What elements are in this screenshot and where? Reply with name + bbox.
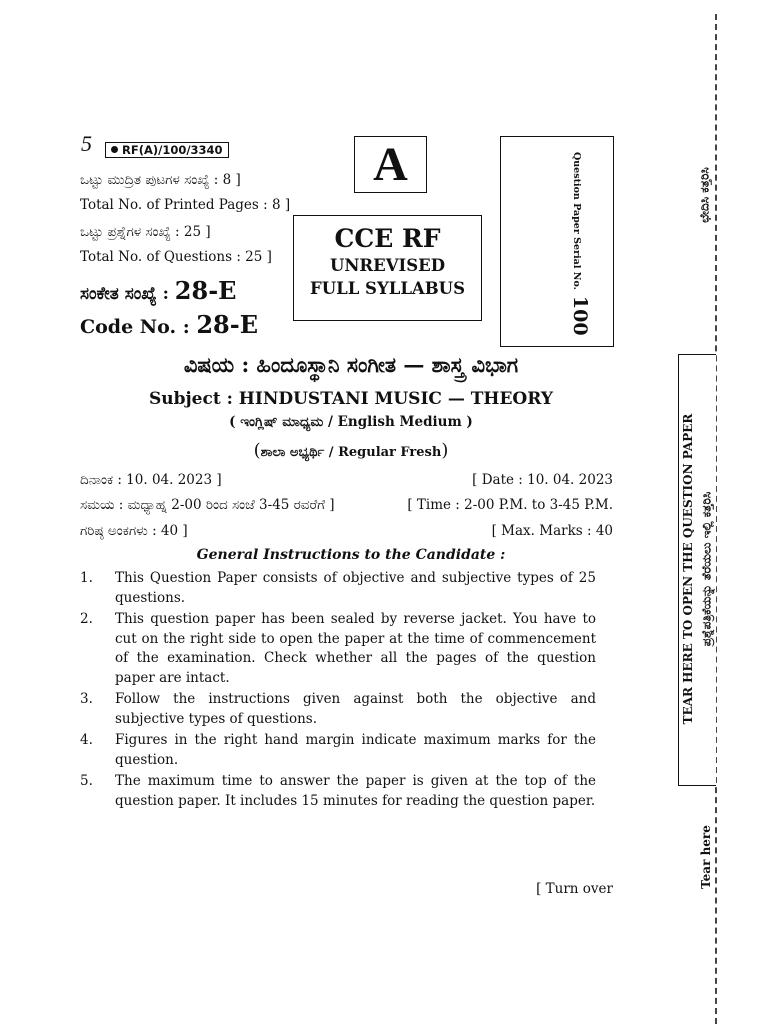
total-questions-english: Total No. of Questions : 25 ] <box>80 249 272 265</box>
code-value-english: 28-E <box>196 310 259 339</box>
instruction-number: 5. <box>80 773 93 789</box>
code-label-english: Code No. : <box>80 316 197 338</box>
bullet-icon <box>111 146 118 153</box>
total-questions-kannada: ಒಟ್ಟು ಪ್ರಶ್ನೆಗಳ ಸಂಖ್ಯೆ : 25 ] <box>80 224 211 240</box>
code-label-kannada: ಸಂಕೇತ ಸಂಖ್ಯೆ : <box>80 284 175 304</box>
date-kannada: ದಿನಾಂಕ : 10. 04. 2023 ] <box>80 472 222 488</box>
exam-type-box <box>293 215 482 321</box>
instruction-item <box>80 772 596 811</box>
instructions-list <box>80 569 596 813</box>
instruction-text: Figures in the right hand margin indicate maximum marks for the question. <box>115 732 596 768</box>
instructions-heading: General Instructions to the Candidate : <box>196 547 506 563</box>
version-box: A <box>354 136 427 193</box>
instruction-number: 2. <box>80 611 93 627</box>
instruction-text: Follow the instructions given against both the objective and subjective types of questions. <box>115 691 596 727</box>
time-english: [ Time : 2-00 P.M. to 3-45 P.M. <box>407 497 613 513</box>
tear-here-kannada: ಪ್ರಶ್ನೆಪತ್ರಿಕೆಯನ್ನು ತೆರೆಯಲು ಇಲ್ಲಿ ಕತ್ತರಿಸಿ <box>699 491 714 647</box>
page-number: 5 <box>81 131 92 156</box>
subject-english: Subject : HINDUSTANI MUSIC — THEORY <box>149 389 553 409</box>
serial-code-box <box>105 142 229 158</box>
instruction-text: This Question Paper consists of objective and subjective types of 25 questions. <box>115 570 596 606</box>
paren-close: ) <box>441 440 449 461</box>
medium-line: ( ಇಂಗ್ಲಿಷ್ ಮಾಧ್ಯಮ / English Medium ) <box>229 414 473 430</box>
code-number-english <box>80 310 258 339</box>
qps-number: 100 <box>569 295 591 336</box>
serial-code: RF(A)/100/3340 <box>122 143 223 157</box>
time-kannada: ಸಮಯ : ಮಧ್ಯಾಹ್ನ 2-00 ರಿಂದ ಸಂಜೆ 3-45 ರವರೆಗೆ ] <box>80 497 335 513</box>
instruction-item <box>80 610 596 688</box>
subject-kannada: ವಿಷಯ : ಹಿಂದೂಸ್ಥಾನಿ ಸಂಗೀತ — ಶಾಸ್ತ್ರ ವಿಭಾಗ <box>183 352 519 377</box>
question-paper-serial-box <box>500 136 614 347</box>
printed-pages-english: Total No. of Printed Pages : 8 ] <box>80 197 291 213</box>
candidate-type <box>0 440 702 461</box>
instruction-number: 3. <box>80 691 93 707</box>
tear-here-english: TEAR HERE TO OPEN THE QUESTION PAPER <box>681 413 695 725</box>
instruction-item <box>80 569 596 608</box>
instruction-number: 4. <box>80 732 93 748</box>
max-marks-kannada: ಗರಿಷ್ಠ ಅಂಕಗಳು : 40 ] <box>80 523 188 539</box>
tear-here-label: Tear here <box>699 825 713 889</box>
question-paper-serial <box>569 152 591 336</box>
exam-line-syllabus: FULL SYLLABUS <box>309 279 465 298</box>
printed-pages-kannada: ಒಟ್ಟು ಮುದ್ರಿತ ಪುಟಗಳ ಸಂಖ್ಯೆ : 8 ] <box>80 172 241 188</box>
qps-label: Question Paper Serial No. <box>571 152 582 290</box>
instruction-text: The maximum time to answer the paper is given at the top of the question paper. It includes 15 minutes for reading the question paper. <box>115 773 596 809</box>
instruction-text: This question paper has been sealed by reverse jacket. You have to cut on the right side to open the paper at the time of commencement of the examination. Check whether all the pages of the question paper are intact. <box>115 611 596 686</box>
instruction-number: 1. <box>80 570 93 586</box>
paren-open: ( <box>253 440 261 461</box>
exam-line-unrevised: UNREVISED <box>329 256 446 275</box>
date-english: [ Date : 10. 04. 2023 <box>472 472 613 488</box>
instruction-item <box>80 731 596 770</box>
max-marks-english: [ Max. Marks : 40 <box>491 523 613 539</box>
candidate-type-text: ಶಾಲಾ ಅಭ್ಯರ್ಥಿ / Regular Fresh <box>260 445 442 460</box>
code-value-kannada: 28-E <box>174 276 237 305</box>
turn-over: [ Turn over <box>536 881 613 897</box>
exam-title: CCE RF <box>334 224 441 253</box>
code-number-kannada <box>80 276 236 305</box>
cut-here-kannada: ಛೇದಿಸಿ ಕತ್ತರಿಸಿ <box>697 167 712 223</box>
instruction-item <box>80 690 596 729</box>
